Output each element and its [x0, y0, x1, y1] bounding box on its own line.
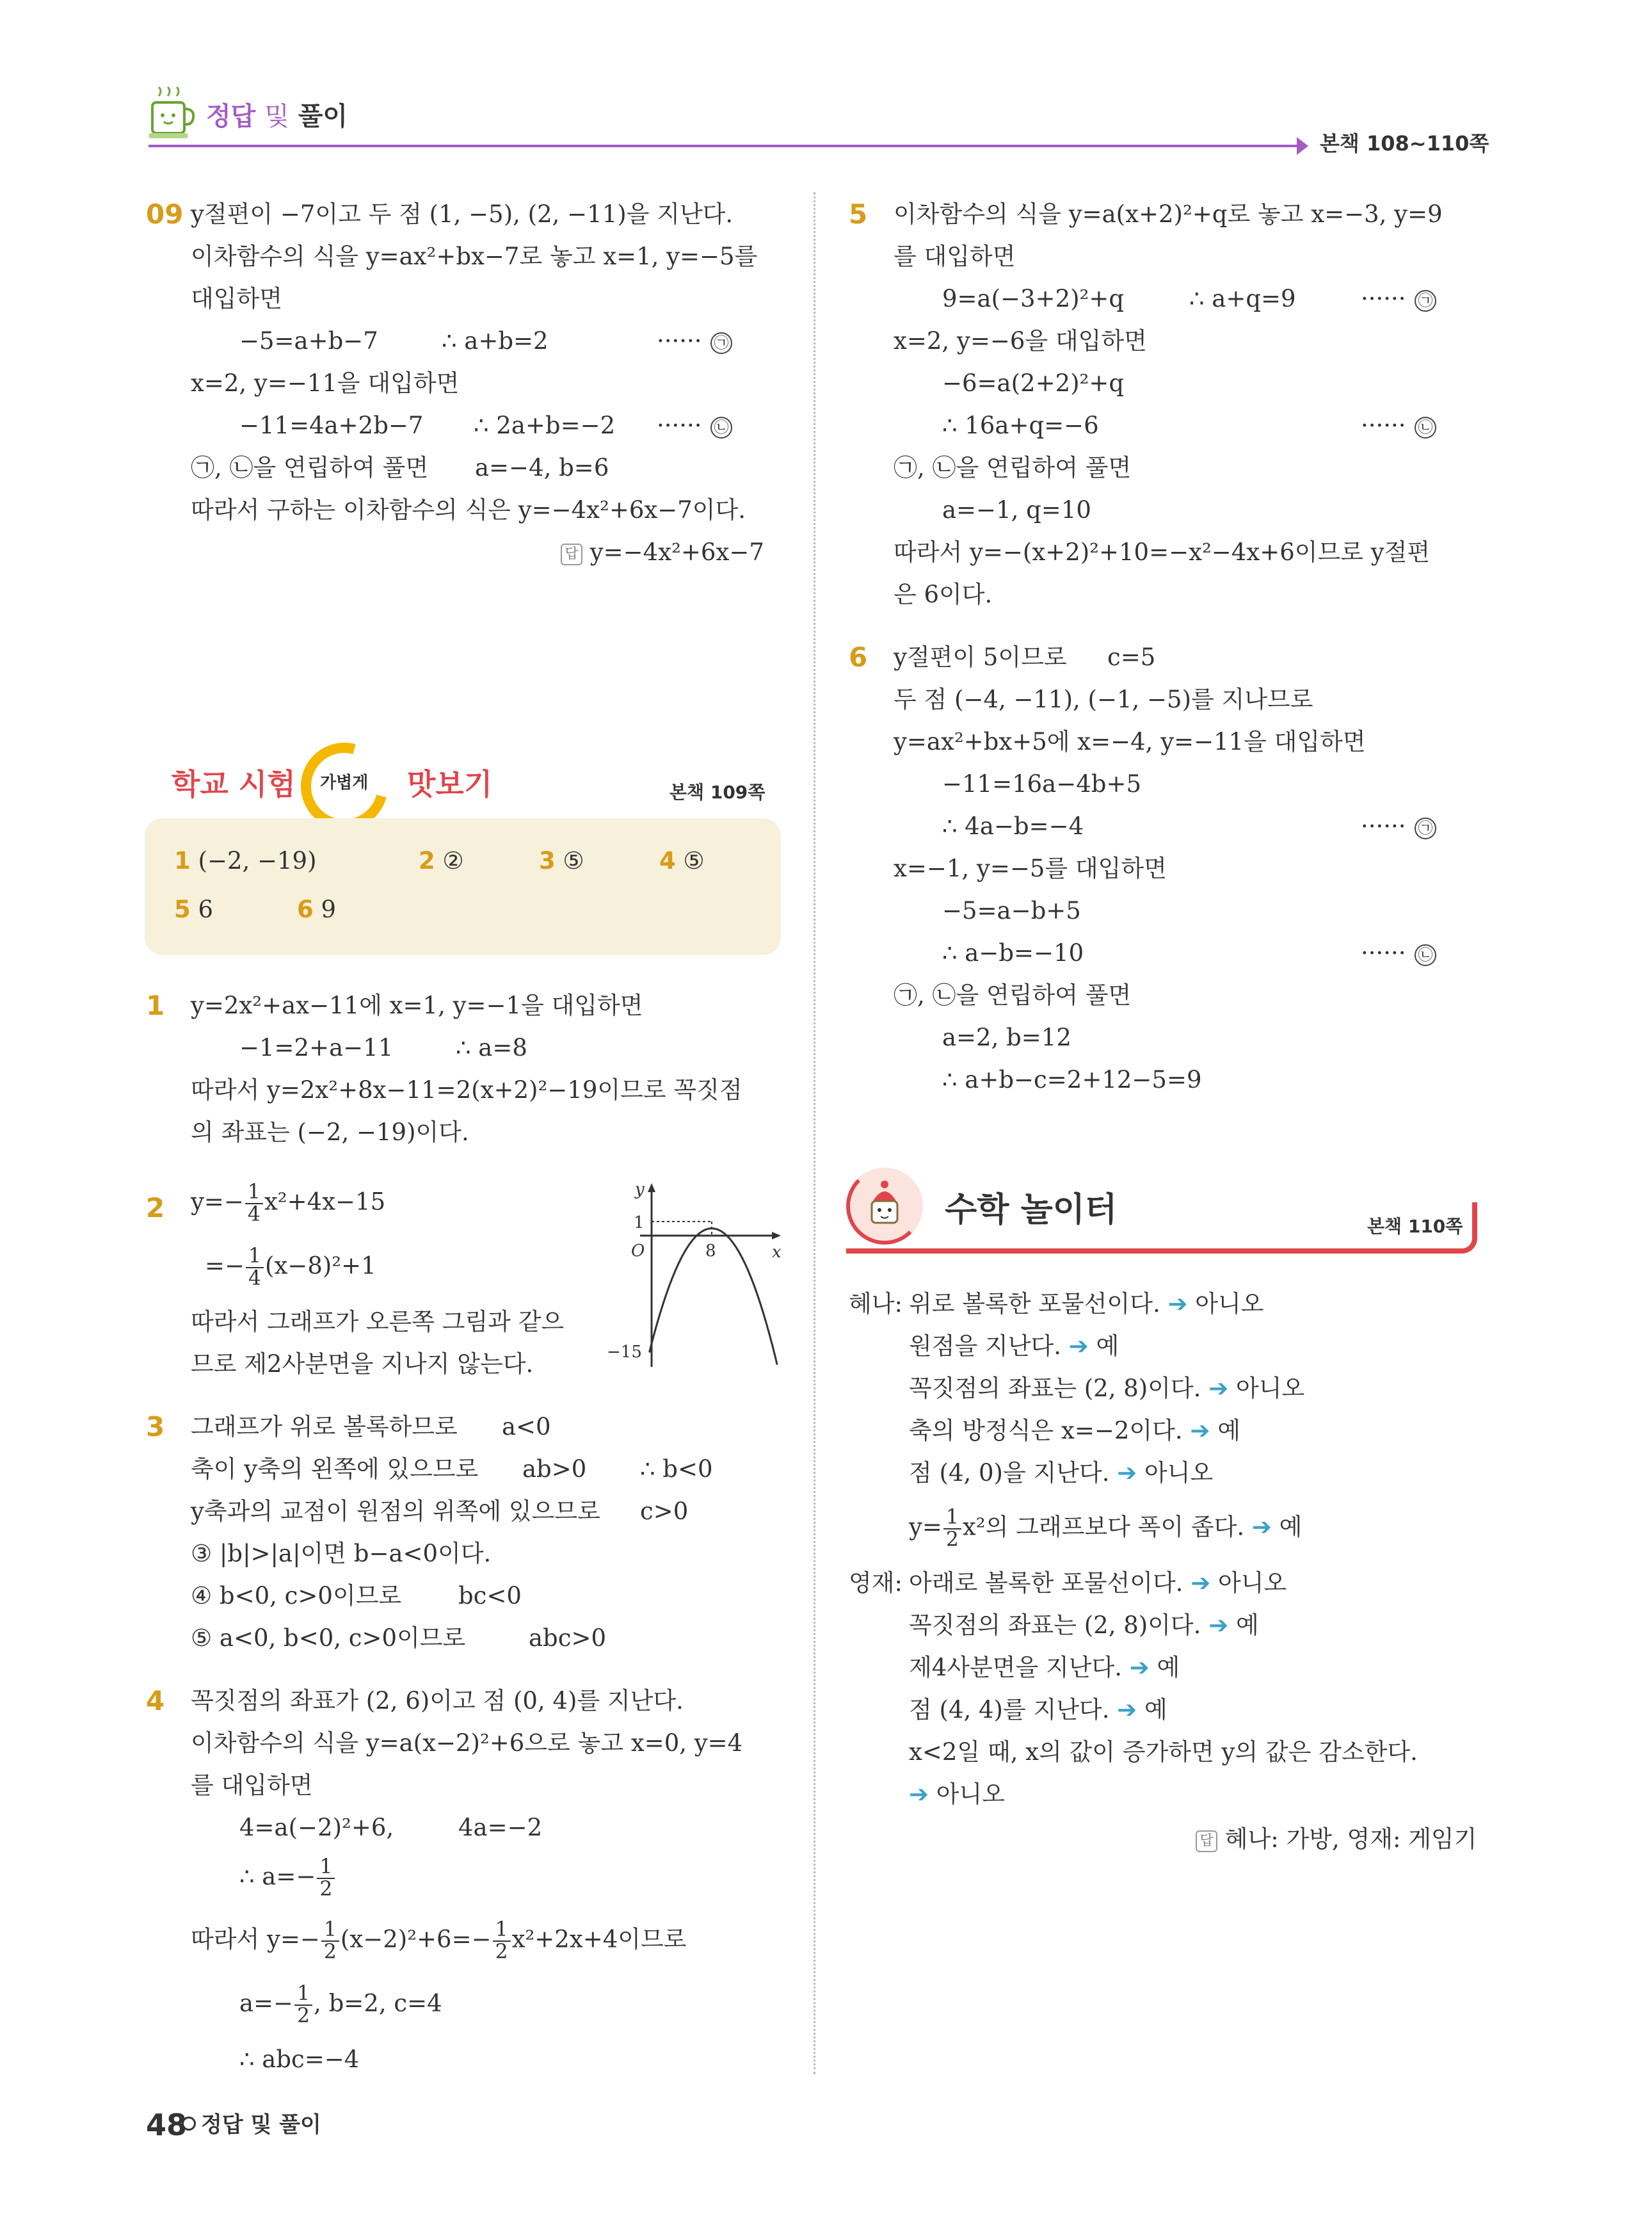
arrow-icon: ➔	[1167, 1290, 1188, 1318]
arrow-icon: ➔	[1208, 1375, 1229, 1402]
s3-line: 축이 y축의 왼쪽에 있으므로	[191, 1455, 479, 1483]
p09-line: 이차함수의 식을 y=ax²+bx−7로 놓고 x=1, y=−5를	[191, 243, 758, 270]
s5-eq: −6=a(2+2)²+q	[942, 369, 1125, 397]
s6-eq: ∴ a+b−c=2+12−5=9	[942, 1066, 1202, 1093]
header-rule-arrow-icon	[1297, 137, 1308, 155]
s5-dots: ······	[1361, 412, 1406, 439]
play-cupcake-icon	[846, 1168, 923, 1245]
s5-line: 따라서 y=−(x+2)²+10=−x²−4x+6이므로 y절편	[894, 538, 1431, 566]
s5-line: 이차함수의 식을 y=a(x+2)²+q로 놓고 x=−3, y=9	[894, 200, 1443, 228]
s6-eq: −11=16a−4b+5	[942, 770, 1141, 798]
marker-giyeok: ㉠	[1415, 814, 1436, 839]
s3-line: ab>0	[522, 1455, 587, 1483]
graph-tick-1: 1	[634, 1213, 645, 1232]
s2-line: 므로 제2사분면을 지나지 않는다.	[191, 1350, 534, 1378]
s4-line: 꼭짓점의 좌표가 (2, 6)이고 점 (0, 4)를 지난다.	[191, 1687, 684, 1715]
quiz-answer-box	[145, 818, 781, 955]
play-title: 수학 놀이터	[945, 1191, 1118, 1229]
graph-x-label: x	[772, 1243, 782, 1262]
problem-4-number: 4	[146, 1685, 165, 1716]
s5-eq: 9=a(−3+2)²+q	[942, 285, 1125, 312]
play-youngjae-item: ➔ 아니오	[909, 1780, 1006, 1808]
s1-line: 의 좌표는 (−2, −19)이다.	[191, 1118, 469, 1146]
arrow-icon: ➔	[1117, 1696, 1137, 1723]
marker-giyeok: ㉠	[710, 329, 732, 354]
p09-eq: −5=a+b−7	[239, 327, 378, 355]
s3-line: ⑤ a<0, b<0, c>0이므로	[191, 1624, 466, 1652]
play-hena-label: 혜나:	[849, 1290, 902, 1318]
s4-eq: ∴ a=− $\frac{1}{2}$	[239, 1857, 336, 1900]
arrow-icon: ➔	[1190, 1417, 1210, 1444]
graph-tick-m15: −15	[607, 1343, 642, 1362]
s6-dots: ······	[1361, 812, 1406, 840]
p09-answer: 답 y=−4x²+6x−7	[561, 540, 764, 565]
arrow-icon: ➔	[1251, 1513, 1272, 1541]
header-rule	[148, 145, 1301, 147]
s6-line: y절편이 5이므로	[894, 643, 1067, 671]
s3-line: ③ |b|>|a|이면 b−a<0이다.	[191, 1540, 492, 1567]
s5-line: x=2, y=−6을 대입하면	[894, 327, 1147, 355]
arrow-icon: ➔	[909, 1780, 929, 1808]
play-hena-item: 점 (4, 0)을 지난다. ➔ 아니오	[909, 1459, 1214, 1487]
p09-line: x=2, y=−11을 대입하면	[191, 369, 460, 397]
arrow-icon: ➔	[1068, 1332, 1089, 1360]
quiz-title-right: 맛보기	[407, 767, 493, 802]
play-hena-item: y= $\frac{1}{2}$ x²의 그래프보다 폭이 좁다. ➔ 예	[909, 1506, 1303, 1552]
problem-5-number: 5	[849, 198, 868, 230]
s5-line: ㉠, ㉡을 연립하여 풀면	[894, 454, 1132, 481]
quiz-ref: 본책 109쪽	[670, 782, 766, 803]
play-hena-item: 위로 볼록한 포물선이다. ➔ 아니오	[909, 1290, 1264, 1318]
s5-eq: a=−1, q=10	[942, 496, 1091, 524]
s6-eq: −5=a−b+5	[942, 897, 1081, 924]
p09-eq: ∴ 2a+b=−2	[474, 412, 616, 439]
problem-1-number: 1	[146, 990, 165, 1021]
play-youngjae-item: 아래로 볼록한 포물선이다. ➔ 아니오	[909, 1569, 1287, 1597]
arrow-icon: ➔	[1208, 1611, 1229, 1639]
s4-eq: 따라서 y=− $\frac{1}{2}$ (x−2)²+6=− $\frac{1}{2}$ x²+2x+4이므로	[191, 1918, 687, 1964]
play-youngjae-item: 점 (4, 4)를 지난다. ➔ 예	[909, 1696, 1167, 1723]
graph-y-label: y	[635, 1180, 645, 1199]
play-hena-item: 축의 방정식은 x=−2이다. ➔ 예	[909, 1417, 1240, 1444]
p09-dots: ······	[657, 327, 702, 355]
play-youngjae-label: 영재:	[849, 1569, 902, 1597]
header-mug-icon	[145, 82, 196, 143]
s3-line: ∴ b<0	[640, 1455, 713, 1483]
s5-line: 를 대입하면	[894, 243, 1016, 270]
s4-eq: 4a=−2	[458, 1814, 543, 1841]
play-hena-item: 원점을 지난다. ➔ 예	[909, 1332, 1119, 1360]
quiz-answer-3: 3 ⑤	[539, 847, 584, 875]
s3-line: 그래프가 위로 볼록하므로	[191, 1413, 458, 1440]
s6-line: y=ax²+bx+5에 x=−4, y=−11을 대입하면	[894, 728, 1366, 755]
marker-nieun: ㉡	[710, 414, 732, 439]
s6-eq: a=2, b=12	[942, 1024, 1071, 1051]
play-answer: 답 혜나: 가방, 영재: 게임기	[1196, 1827, 1477, 1852]
s5-line: 은 6이다.	[894, 581, 993, 608]
s2-eq-1: y=− $\frac{1}{4}$ x²+4x−15	[191, 1181, 386, 1227]
footer-page-number: 48	[146, 2108, 188, 2142]
problem-2-number: 2	[146, 1192, 165, 1223]
p09-line: 따라서 구하는 이차함수의 식은 y=−4x²+6x−7이다.	[191, 496, 746, 524]
s4-eq: ∴ abc=−4	[239, 2045, 360, 2073]
quiz-answer-5: 5 6	[174, 896, 214, 923]
s2-line: 따라서 그래프가 오른쪽 그림과 같으	[191, 1308, 565, 1335]
footer-label: 정답 및 풀이	[201, 2112, 321, 2138]
s6-eq: ∴ 4a−b=−4	[942, 812, 1084, 840]
s5-eq: ∴ a+q=9	[1189, 285, 1296, 312]
play-ref: 본책 110쪽	[1367, 1216, 1463, 1237]
quiz-title-left: 학교 시험	[172, 767, 296, 802]
s3-line: abc>0	[529, 1624, 607, 1652]
problem-3-number: 3	[146, 1411, 165, 1442]
column-divider	[814, 192, 815, 2074]
p09-eq: ∴ a+b=2	[442, 327, 549, 355]
s1-eq: ∴ a=8	[456, 1034, 527, 1061]
header-title: 정답 및 풀이	[206, 102, 348, 131]
p09-line: ㉠, ㉡을 연립하여 풀면	[191, 454, 429, 481]
play-youngjae-item: 꼭짓점의 좌표는 (2, 8)이다. ➔ 예	[909, 1611, 1259, 1639]
s6-line: c=5	[1107, 643, 1156, 671]
answer-mark-icon: 답	[1196, 1830, 1217, 1852]
s6-eq: ∴ a−b=−10	[942, 939, 1084, 967]
s3-line: y축과의 교점이 원점의 위쪽에 있으므로	[191, 1497, 600, 1525]
s4-eq: a=− $\frac{1}{2}$ , b=2, c=4	[239, 1982, 442, 2028]
marker-nieun: ㉡	[1415, 941, 1436, 966]
s5-dots: ······	[1361, 285, 1406, 312]
s1-eq: −1=2+a−11	[239, 1034, 394, 1061]
s6-line: 두 점 (−4, −11), (−1, −5)를 지나므로	[894, 686, 1313, 713]
s2-parabola-graph	[602, 1178, 787, 1370]
play-youngjae-item: 제4사분면을 지난다. ➔ 예	[909, 1654, 1180, 1681]
s3-line: bc<0	[458, 1582, 522, 1610]
s3-line: a<0	[502, 1413, 551, 1440]
arrow-icon: ➔	[1129, 1654, 1150, 1681]
quiz-answer-6: 6 9	[297, 896, 337, 923]
play-youngjae-item: x<2일 때, x의 값이 증가하면 y의 값은 감소한다.	[909, 1738, 1418, 1766]
s6-line: x=−1, y=−5를 대입하면	[894, 855, 1167, 882]
quiz-circle-text: 가볍게	[320, 773, 369, 793]
quiz-answer-1: 1 (−2, −19)	[174, 847, 317, 875]
s1-line: 따라서 y=2x²+8x−11=2(x+2)²−19이므로 꼭짓점	[191, 1076, 742, 1104]
s3-line: ④ b<0, c>0이므로	[191, 1582, 402, 1610]
p09-dots: ······	[657, 412, 702, 439]
s6-line: ㉠, ㉡을 연립하여 풀면	[894, 981, 1132, 1009]
s4-line: 를 대입하면	[191, 1771, 313, 1799]
arrow-icon: ➔	[1191, 1569, 1211, 1597]
s1-line: y=2x²+ax−11에 x=1, y=−1을 대입하면	[191, 992, 643, 1019]
p09-line: 대입하면	[191, 285, 282, 312]
footer-circle-icon	[182, 2117, 196, 2131]
marker-giyeok: ㉠	[1415, 287, 1436, 312]
s2-eq-2: =− $\frac{1}{4}$ (x−8)²+1	[205, 1245, 376, 1291]
graph-tick-8: 8	[705, 1241, 716, 1261]
p09-line: y절편이 −7이고 두 점 (1, −5), (2, −11)을 지난다.	[191, 200, 734, 228]
p09-line: a=−4, b=6	[475, 454, 609, 481]
answer-mark-icon: 답	[561, 544, 582, 565]
s4-eq: 4=a(−2)²+6,	[239, 1814, 394, 1841]
s5-eq: ∴ 16a+q=−6	[942, 412, 1099, 439]
s4-line: 이차함수의 식을 y=a(x−2)²+6으로 놓고 x=0, y=4	[191, 1729, 743, 1757]
s3-line: c>0	[640, 1497, 689, 1525]
quiz-answer-2: 2 ②	[419, 847, 464, 875]
graph-origin: O	[631, 1241, 645, 1261]
arrow-icon: ➔	[1117, 1459, 1137, 1487]
p09-eq: −11=4a+2b−7	[239, 412, 424, 439]
s6-dots: ······	[1361, 939, 1406, 967]
header-page-ref: 본책 108~110쪽	[1320, 131, 1489, 156]
marker-nieun: ㉡	[1415, 414, 1436, 439]
problem-09-number: 09	[146, 198, 184, 230]
quiz-answer-4: 4 ⑤	[659, 847, 705, 875]
problem-6-number: 6	[849, 641, 868, 673]
play-hena-item: 꼭짓점의 좌표는 (2, 8)이다. ➔ 아니오	[909, 1375, 1305, 1402]
